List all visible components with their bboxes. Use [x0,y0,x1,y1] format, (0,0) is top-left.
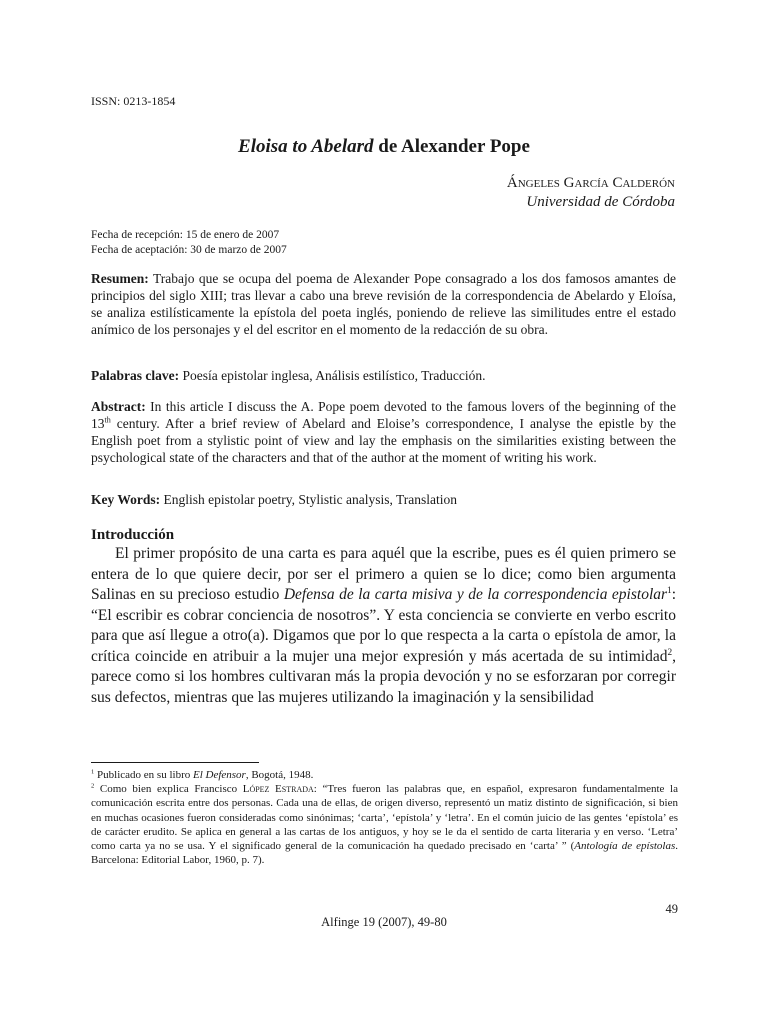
title-rest: de Alexander Pope [373,136,530,157]
palabras-clave-label: Palabras clave: [91,368,180,383]
abstract-text-a: In this article I discuss the A. Pope poem devoted to the famous lovers of the beginning of the 13 [91,399,676,431]
footnote-1 [91,768,678,782]
journal-footer: Alfinge 19 (2007), 49-80 [321,915,447,929]
footnote-2-text-a: Como bien explica Francisco [94,783,243,796]
author-block [507,174,675,212]
footnote-1-italic: El Defensor [192,769,246,781]
date-received: Fecha de recepción: 15 de enero de 2007 [91,229,280,241]
footnote-ref-1[interactable]: 1 [667,585,672,596]
footnote-2-author: López Estrada [242,783,314,796]
dates-block [91,228,287,258]
footnote-ref-2[interactable]: 2 [667,647,673,658]
key-words-label: Key Words: [91,492,161,507]
resumen-text: Trabajo que se ocupa del poema de Alexander Pope consagrado a los dos famosos amantes de principios del siglo XIII; tras llevar a cabo una breve revisión de la correspondencia de Abelardo y Eloísa, se analiza estilísticamente la epístola del poeta inglés, poniendo de relieve las similitudes entre el estado anímico de los personajes y el del escritor en el momento de la redacción de su obra. [91,271,676,337]
intro-text-b: : “El escribir es cobrar conciencia de nosotros”. Y esta conciencia se convierte en verbo escrito para que así llegue a otro(a). Digamos que por lo que respecta a la carta o epístola de amor, la crítica coincide en atribuir a la mujer una mejor expresión y más acertada de su intimidad [91,586,676,665]
footnote-2-text-c: . Barcelona: Editorial Labor, 1960, p. 7). [91,840,678,867]
palabras-clave-paragraph [91,367,676,384]
footnotes-block [91,768,678,867]
footnote-1-number: 1 [91,768,95,776]
resumen-paragraph [91,270,676,338]
key-words-text: English epistolar poetry, Stylistic analysis, Translation [160,492,458,507]
footnote-1-text-b: , Bogotá, 1948. [245,769,314,781]
palabras-clave-text: Poesía epistolar inglesa, Análisis estilístico, Traducción. [179,368,486,383]
author-affiliation: Universidad de Córdoba [526,194,675,210]
page-number: 49 [665,902,678,916]
article-title [0,136,768,158]
issn-line: ISSN: 0213-1854 [91,94,176,108]
resumen-label: Resumen: [91,271,149,286]
abstract-text-b: century. After a brief review of Abelard and Eloise’s correspondence, I analyse the epistle by the English poet from a stylistic point of view and lay the emphasis on the similarities existing between the psychological state of the characters and that of the author at the moment of writing his work. [91,416,676,465]
intro-book-title: Defensa de la carta misiva y de la correspondencia epistolar [283,586,668,603]
footnote-2-text-b: : “Tres fueron las palabras que, en español, expresaron fundamentalmente la comunicación escrita entre dos personas. Cada una de ellas, de origen diverso, representó un matiz distinto de significación, si bien en muchas ocasiones fueron consideradas como sinónimas; ‘carta’, ‘epístola’ y ‘letra’. En el común juicio de las gentes ‘epístola’ es de carácter erudito. Se aplica en general a las cartas de los antiguos, y hoy se le da el sentido de carta literaria y en verso. ‘Letra’ como carta ya no se usa. Y el significado general de la comunicación ha quedado precisado en ‘carta’ ” ( [91,783,678,853]
abstract-paragraph [91,398,676,466]
intro-paragraph [91,544,676,708]
title-italic: Eloisa to Abelard [238,136,374,157]
intro-text-a: El primer propósito de una carta es para aquél que la escribe, pues es él quien primero se entera de lo que quiere decir, por ser el primero a quien se lo dice; como bien argumenta Salinas en su precioso estudio [91,545,676,603]
intro-text-c: , parece como si los hombres cultivaran más la propia devoción y no se esforzaran por corregir sus defectos, mientras que las mujeres utilizando la imaginación y la sensibilidad [91,647,676,706]
footnote-2 [91,782,678,867]
abstract-label: Abstract: [91,399,146,414]
footnote-2-italic: Antología de epístolas [574,840,676,853]
key-words-paragraph [91,491,676,508]
footnote-2-number: 2 [91,782,95,790]
section-heading: Introducción [91,527,175,543]
date-accepted: Fecha de aceptación: 30 de marzo de 2007 [91,244,287,256]
footnote-1-text-a: Publicado en su libro [94,769,193,781]
footnote-divider [91,762,259,763]
author-name: Ángeles García Calderón [506,175,675,191]
abstract-sup: th [104,415,111,425]
